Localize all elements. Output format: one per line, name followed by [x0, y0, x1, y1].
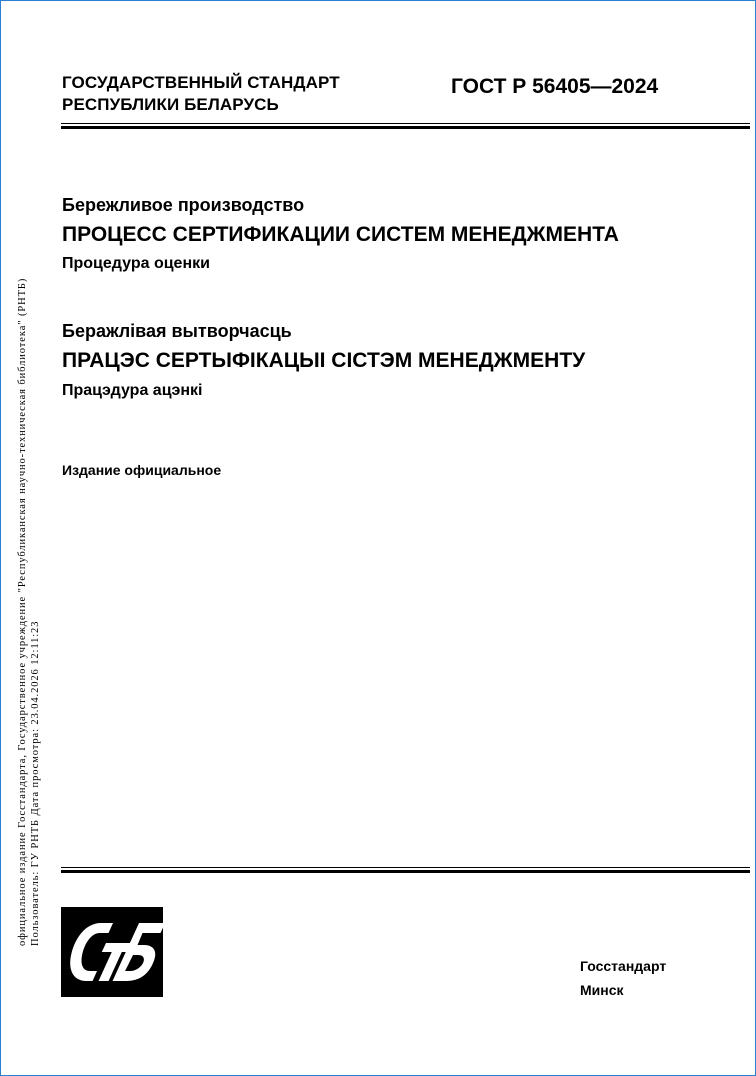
title-ru-main: ПРОЦЕСС СЕРТИФИКАЦИИ СИСТЕМ МЕНЕДЖМЕНТА — [62, 223, 619, 246]
edition-label: Издание официальное — [62, 462, 222, 478]
footer-rule-thin — [61, 867, 750, 868]
publisher-org: Госстандарт — [580, 958, 667, 974]
title-ru-part: Процедура оценки — [62, 255, 210, 272]
footer-rule-thick — [61, 870, 750, 873]
issuer-line-2: РЕСПУБЛИКИ БЕЛАРУСЬ — [62, 95, 279, 114]
watermark-line-2: Пользователь: ГУ РНТБ Дата просмотра: 23.04.2026 12:11:23 — [30, 620, 41, 946]
standard-designation: ГОСТ Р 56405—2024 — [451, 75, 659, 98]
header-rule-thick — [61, 126, 750, 129]
issuer-block — [62, 72, 340, 116]
publisher-block — [580, 954, 666, 1002]
header-rule-thin — [61, 123, 750, 124]
publisher-city: Минск — [580, 982, 624, 998]
gosstandart-logo-icon — [61, 907, 163, 997]
title-by-main: ПРАЦЭС СЕРТЫФІКАЦЫІ СІСТЭМ МЕНЕДЖМЕНТУ — [62, 349, 586, 372]
watermark — [16, 278, 42, 946]
title-ru-subject: Бережливое производство — [62, 195, 305, 215]
title-by-subject: Беражлівая вытворчасць — [62, 321, 292, 341]
issuer-line-1: ГОСУДАРСТВЕННЫЙ СТАНДАРТ — [62, 73, 340, 92]
watermark-line-1: официальное издание Госстандарта, Государственное учреждение "Республиканская научно-техническая библиотека" (РНТБ) — [17, 277, 28, 946]
title-by-part: Працэдура ацэнкі — [62, 382, 203, 399]
